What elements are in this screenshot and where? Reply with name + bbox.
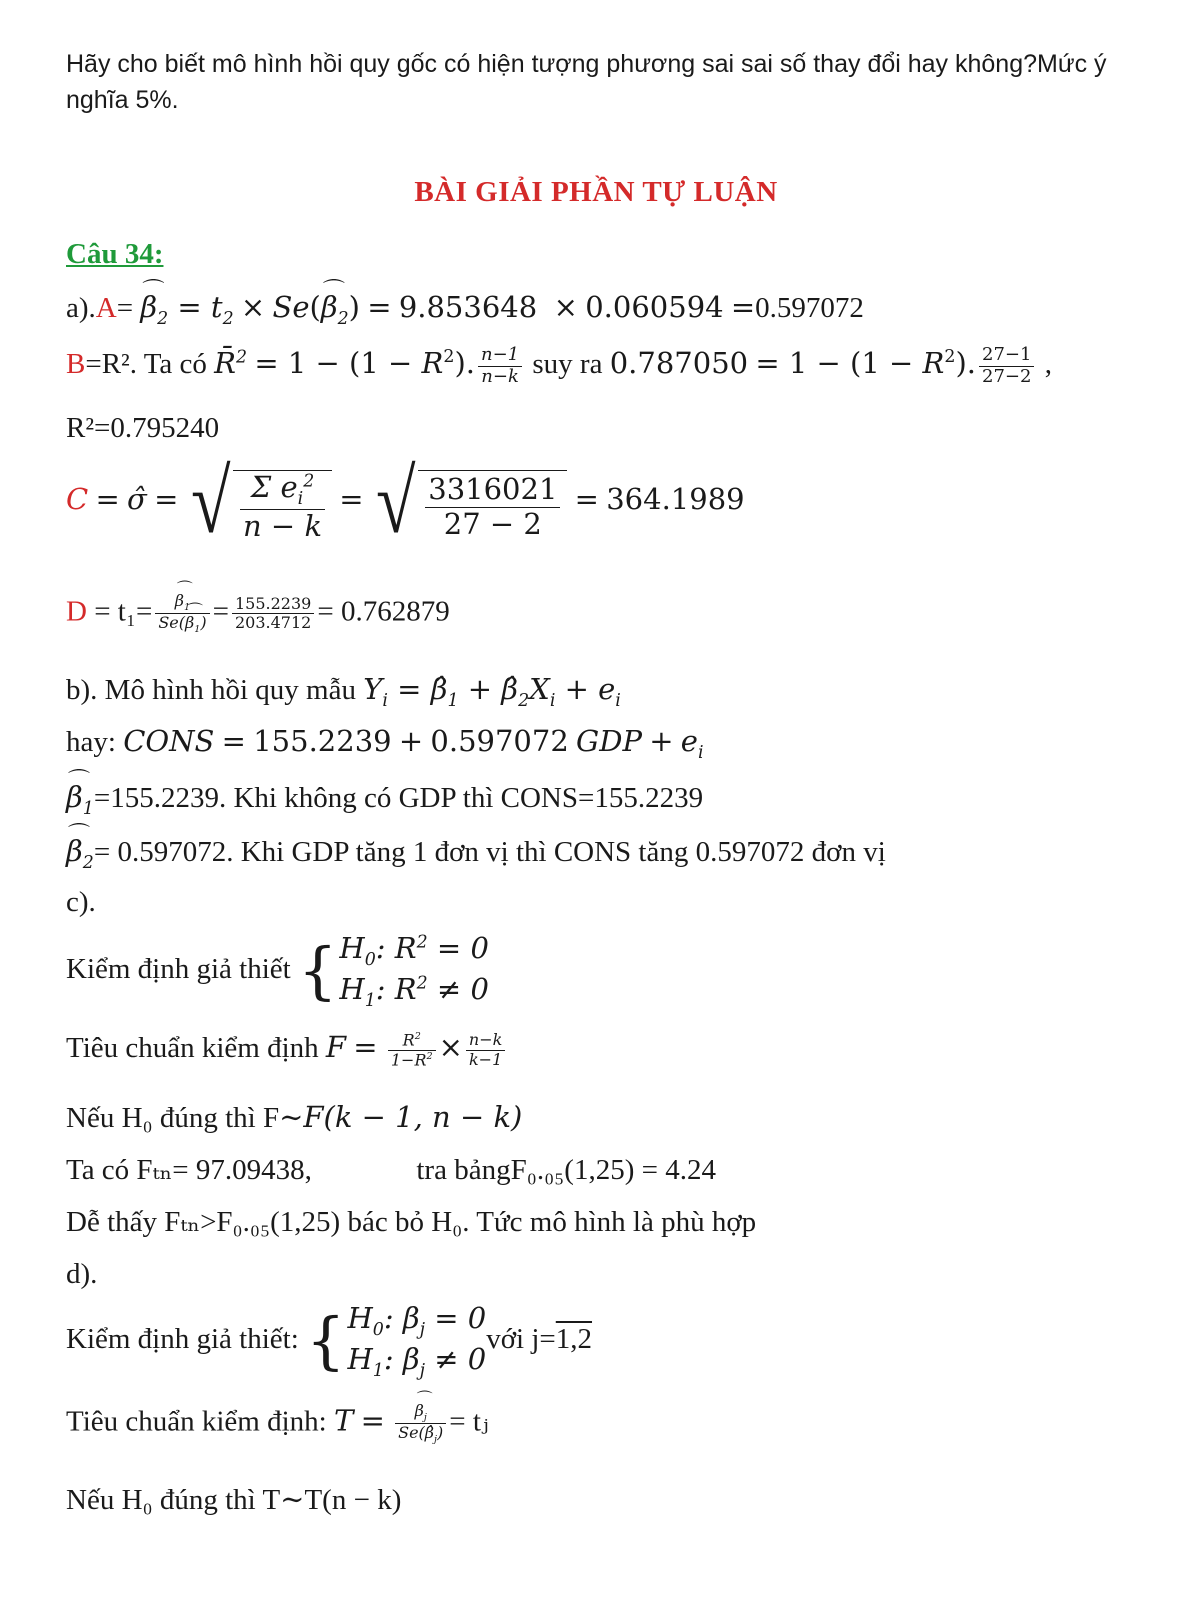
- b-text2: suy ra: [532, 347, 603, 380]
- part-c-distribution: Nếu H₀ đúng thì F∼F(k − 1, n − k): [66, 1100, 523, 1134]
- d-label: D: [66, 595, 87, 628]
- d-text: = t₁=: [94, 595, 153, 628]
- part-b-slope: 0.597072: [430, 724, 569, 758]
- b-frac-num: 27−1: [979, 345, 1034, 367]
- a-result: 0.597072: [755, 292, 864, 324]
- d-den: 203.4712: [234, 613, 312, 633]
- d-num: 155.2239: [232, 595, 314, 614]
- c-result: 364.1989: [606, 482, 745, 517]
- part-c-ftn-text: Ta có Fₜₙ= 97.09438,: [66, 1154, 312, 1186]
- intro-question: Hãy cho biết mô hình hồi quy gốc có hiện tượng phương sai sai số thay đổi hay không?Mức ý nghĩa 5%.: [66, 50, 1107, 114]
- b-label: B: [66, 347, 86, 380]
- part-b-equation: hay: CONS = 155.2239 + 0.597072 GDP + $e_i$: [66, 724, 704, 763]
- part-b-line4: = 0.597072. Khi GDP tăng 1 đơn vị thì CONS tăng 0.597072 đơn vị: [93, 836, 886, 868]
- part-b-model: b). Mô hình hồi quy mẫu $Y_i$ = $\betâ_1$ + $\betâ_2X_i + e_i$: [66, 672, 621, 711]
- question-label: Câu 34:: [66, 238, 164, 270]
- part-d-label: d).: [66, 1258, 98, 1290]
- r2-value: R²=0.795240: [66, 412, 220, 444]
- part-b-line3: =155.2239. Khi không có GDP thì CONS=155.2239: [93, 782, 704, 814]
- part-c-conclusion: Dễ thấy Fₜₙ>F₀.₀₅(1,25) bác bỏ H₀. Tức mô hình là phù hợp: [66, 1206, 757, 1238]
- a-label: A: [95, 292, 117, 324]
- d-result: 0.762879: [340, 595, 450, 628]
- c-label: C: [66, 482, 89, 517]
- part-d-j-range: 1,2: [555, 1323, 593, 1356]
- part-c-hypothesis: Kiểm định giả thiết { $H_0$: $R^2 = 0$ $H_1$: $R^2 \ne 0$: [66, 931, 489, 1012]
- part-c-dist-text: Nếu H₀ đúng thì F∼: [66, 1102, 304, 1134]
- part-b-hay: hay:: [66, 726, 116, 758]
- part-d-t-eq: = tⱼ: [449, 1405, 489, 1438]
- part-b-line1: b). Mô hình hồi quy mẫu: [66, 674, 356, 706]
- part-d-distribution: Nếu H₀ đúng thì T∼T(n − k): [66, 1484, 402, 1516]
- answer-d: D = t₁= ⌒ $\frac{\beta_1}{Se(⌒ \beta_1)}$ = $\frac{155.2239}{203.4712}$ = 0.762879: [66, 592, 450, 635]
- b-frac-den: 27−2: [982, 365, 1032, 387]
- part-d-with-j: với j=: [486, 1323, 556, 1356]
- c-denom: 27 − 2: [443, 506, 542, 541]
- part-d-criterion: Tiêu chuẩn kiểm định: T = ⌒ $\frac{\beta_j}{Se(\betâ_j)}$ = tⱼ: [66, 1402, 489, 1445]
- b-adj-r2: 0.787050: [609, 345, 749, 380]
- part-d-hypothesis: Kiểm định giả thiết: { $H_0$: $\beta_j = 0$ $H_1$: $\beta_j \ne 0$ với j=1,2: [66, 1301, 593, 1382]
- a-t2: 9.853648: [398, 290, 538, 324]
- part-d-crit-text: Tiêu chuẩn kiểm định:: [66, 1405, 327, 1438]
- part-b-intercept: 155.2239: [253, 724, 392, 758]
- part-c-table: tra bảngF₀.₀₅(1,25) = 4.24: [416, 1154, 716, 1186]
- a-prefix: a).: [66, 292, 96, 324]
- section-title: BÀI GIẢI PHẦN TỰ LUẬN: [414, 176, 778, 208]
- part-b-beta2: ⌒ $\beta_2= 0.597072$. Khi GDP tăng 1 đơn vị thì CONS tăng 0.597072 đơn vị: [66, 834, 886, 873]
- b-text1: =R². Ta có: [85, 347, 207, 380]
- part-c-ftn: [66, 1152, 716, 1187]
- answer-c: C = σ̂ = √ $\frac{\Sigma e_i^2}{n - k}$ = √ $\frac{3316021}{27 - 2}$ = 364.1989: [66, 453, 745, 553]
- part-c-hyp-text: Kiểm định giả thiết: [66, 953, 291, 986]
- answer-b: B=R². Ta có R̄$^2$ = $1 - (1 - R^2)$. $\frac{n-1}{n-k}$ suy ra $0.787050 = 1 - (1 - R^2)$. $\frac{27-1}{27-2}$ ,: [66, 344, 1052, 387]
- part-c-criterion: Tiêu chuẩn kiểm định F = $\frac{R^2}{1-R^2}$ × $\frac{n-k}{k-1}$: [66, 1030, 508, 1070]
- a-se: 0.060594: [585, 290, 724, 324]
- c-sse: 3316021: [425, 473, 560, 507]
- answer-a: a).A= ⌒ $\beta_2 = t_2$ × Se(⌒ $\beta_2) = 9.853648 \times 0.060594 =0.597072$: [66, 290, 864, 329]
- part-c-label: c).: [66, 886, 96, 918]
- part-d-hyp-text: Kiểm định giả thiết:: [66, 1323, 299, 1356]
- part-b-beta1: ⌒ $\beta_1=155.2239$. Khi không có GDP thì CONS=155.2239: [66, 780, 703, 819]
- part-c-crit-text: Tiêu chuẩn kiểm định: [66, 1032, 319, 1064]
